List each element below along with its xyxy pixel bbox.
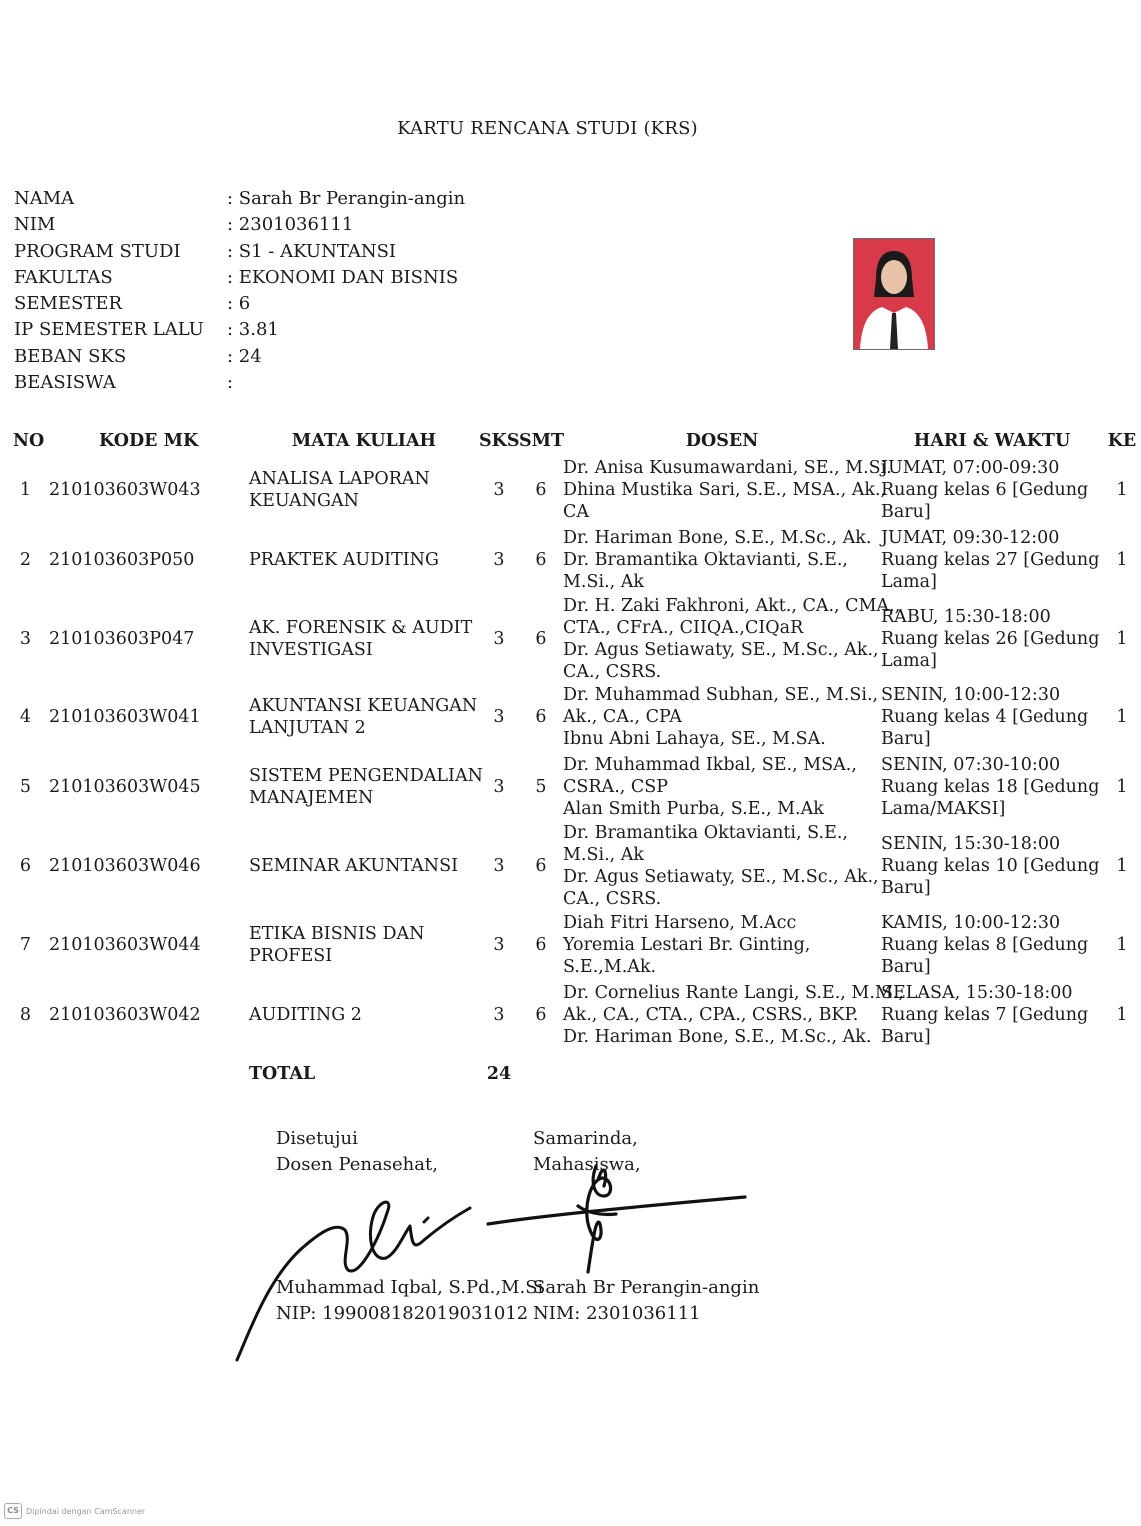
cell-hari-waktu: [881, 980, 1103, 1050]
cell-hari-waktu: [881, 910, 1103, 980]
cell-hari-waktu-line: Lama/MAKSI]: [881, 799, 1006, 820]
cell-sks: 3: [493, 549, 505, 570]
cell-dosen-line: Dr. Anisa Kusumawardani, SE., M.Si.: [563, 457, 892, 478]
header-smt: SMT: [519, 431, 565, 451]
cell-dosen-line: CA: [563, 501, 590, 522]
cell-kode: 210103603P050: [49, 549, 195, 570]
cell-sks: 3: [493, 856, 505, 877]
document-title: KARTU RENCANA STUDI (KRS): [397, 118, 698, 139]
total-row: [8, 1050, 1141, 1098]
cell-hari-waktu-line: Ruang kelas 26 [Gedung: [881, 628, 1100, 649]
cell-mata-kuliah-line: KEUANGAN: [249, 490, 359, 511]
cell-sks: 3: [493, 479, 505, 500]
cell-hari-waktu-line: JUMAT, 09:30-12:00: [881, 527, 1060, 548]
student-heading-line-2: Mahasiswa,: [533, 1154, 641, 1175]
cell-dosen-line: S.E.,M.Ak.: [563, 957, 657, 978]
cell-dosen-line: CA., CSRS.: [563, 661, 662, 682]
cell-hari-waktu: [881, 822, 1103, 910]
student-nim: NIM: 2301036111: [533, 1303, 701, 1324]
advisor-heading-line-2: Dosen Penasehat,: [276, 1154, 438, 1175]
cell-mata-kuliah: [249, 910, 479, 980]
cell-hari-waktu-line: Baru]: [881, 878, 931, 899]
cell-dosen-line: Yoremia Lestari Br. Ginting,: [563, 935, 811, 956]
advisor-nip: NIP: 199008182019031012: [276, 1303, 529, 1324]
info-row: [14, 212, 614, 238]
cell-hari-waktu-line: Ruang kelas 4 [Gedung: [881, 707, 1089, 728]
table-header-row: [8, 427, 1141, 455]
total-empty: [1103, 1050, 1141, 1098]
cell-ke: 1: [1116, 707, 1128, 728]
info-row: [14, 317, 614, 343]
cell-kode: 210103603W041: [49, 707, 201, 728]
info-label: IP SEMESTER LALU: [14, 319, 204, 341]
cell-dosen-line: Dr. Hariman Bone, S.E., M.Sc., Ak.: [563, 527, 872, 548]
cell-hari-waktu-line: Baru]: [881, 1026, 931, 1047]
header-no: NO: [13, 431, 45, 451]
cell-hari-waktu-line: SELASA, 15:30-18:00: [881, 982, 1073, 1003]
info-value: : 2301036111: [227, 214, 354, 236]
cell-dosen-line: CTA., CFrA., CIIQA.,CIQaR: [563, 617, 804, 638]
info-row: [14, 186, 614, 212]
cell-kode: 210103603W046: [49, 856, 201, 877]
info-value: : EKONOMI DAN BISNIS: [227, 266, 459, 288]
cell-mata-kuliah-line: AKUNTANSI KEUANGAN: [249, 696, 478, 717]
cell-mata-kuliah: [249, 525, 479, 595]
table-row: [8, 455, 1141, 525]
cell-smt: 6: [535, 549, 547, 570]
cell-hari-waktu-line: Lama]: [881, 650, 937, 671]
info-row: [14, 239, 614, 265]
cell-mata-kuliah: [249, 683, 479, 753]
cell-no: 3: [19, 628, 32, 649]
cell-sks: 3: [493, 777, 505, 798]
cell-dosen: [563, 595, 901, 683]
cell-dosen: [563, 455, 892, 525]
cell-dosen-line: Dr. H. Zaki Fakhroni, Akt., CA., CMA.,: [563, 595, 901, 616]
cell-mata-kuliah-line: ETIKA BISNIS DAN: [249, 924, 425, 945]
cell-mata-kuliah-line: PRAKTEK AUDITING: [249, 549, 439, 570]
advisor-heading-line-1: Disetujui: [276, 1128, 358, 1149]
info-value: : 3.81: [227, 319, 279, 341]
cell-hari-waktu-line: Baru]: [881, 501, 931, 522]
cell-dosen-line: Dr. Hariman Bone, S.E., M.Sc., Ak.: [563, 1026, 872, 1047]
cell-mata-kuliah-line: MANAJEMEN: [249, 788, 374, 809]
table-row: [8, 752, 1141, 822]
camscanner-watermark: [4, 1503, 145, 1519]
cell-hari-waktu: [881, 595, 1103, 683]
cell-hari-waktu-line: SENIN, 10:00-12:30: [881, 685, 1061, 706]
info-value: : Sarah Br Perangin-angin: [227, 188, 466, 209]
cell-smt: 6: [535, 856, 547, 877]
cell-sks: 3: [493, 628, 505, 649]
cell-ke: 1: [1116, 549, 1128, 570]
cell-smt: 6: [535, 707, 547, 728]
cell-dosen: [563, 910, 881, 980]
header-hari-waktu: HARI & WAKTU: [913, 431, 1071, 451]
info-label: NIM: [14, 214, 56, 236]
header-sks: SKS: [479, 431, 520, 451]
cell-ke: 1: [1116, 935, 1128, 956]
camscanner-text: Dipindai dengan CamScanner: [26, 1506, 146, 1516]
header-dosen: DOSEN: [685, 431, 759, 451]
cell-dosen-line: M.Si., Ak: [563, 571, 644, 592]
cell-dosen: [563, 525, 881, 595]
cell-kode: 210103603P047: [49, 628, 195, 649]
header-kode: KODE MK: [99, 431, 199, 451]
student-photo: [853, 238, 935, 350]
cell-mata-kuliah-line: INVESTIGASI: [249, 639, 373, 660]
info-row: [14, 344, 614, 370]
cell-mata-kuliah: [249, 822, 479, 910]
cell-dosen-line: Dr. Agus Setiawaty, SE., M.Sc., Ak.,: [563, 639, 879, 660]
advisor-heading: [276, 1126, 438, 1178]
table-row: [8, 525, 1141, 595]
cell-no: 2: [19, 549, 32, 570]
cell-dosen-line: Diah Fitri Harseno, M.Acc: [563, 913, 797, 934]
total-empty: [43, 1050, 249, 1098]
cell-ke: 1: [1116, 777, 1128, 798]
cell-dosen-line: Ak., CA., CPA: [563, 707, 682, 728]
cell-smt: 5: [535, 777, 547, 798]
cell-hari-waktu-line: Ruang kelas 27 [Gedung: [881, 549, 1100, 570]
cell-mata-kuliah-line: AK. FORENSIK & AUDIT: [249, 617, 473, 638]
cell-kode: 210103603W042: [49, 1004, 201, 1025]
cell-mata-kuliah-line: PROFESI: [249, 946, 333, 967]
info-label: BEASISWA: [14, 372, 116, 394]
cell-dosen-line: Dr. Muhammad Subhan, SE., M.Si.,: [563, 685, 879, 706]
cell-dosen-line: Dhina Mustika Sari, S.E., MSA., Ak.,: [563, 479, 887, 500]
cell-hari-waktu-line: KAMIS, 10:00-12:30: [881, 913, 1061, 934]
advisor-name: Muhammad Iqbal, S.Pd.,M.Si: [276, 1277, 544, 1298]
cell-dosen: [563, 980, 904, 1050]
cell-dosen-line: M.Si., Ak: [563, 845, 644, 866]
cell-no: 7: [19, 935, 32, 956]
cell-dosen-line: Alan Smith Purba, S.E., M.Ak: [563, 799, 824, 820]
cell-smt: 6: [535, 935, 547, 956]
cell-no: 1: [19, 479, 32, 500]
cell-ke: 1: [1116, 479, 1128, 500]
header-ke: KE: [1107, 431, 1137, 451]
cell-hari-waktu-line: Ruang kelas 18 [Gedung: [881, 777, 1100, 798]
cell-smt: 6: [535, 628, 547, 649]
cell-mata-kuliah: [249, 595, 479, 683]
info-value: : 24: [227, 345, 262, 367]
student-portrait: [854, 239, 934, 349]
cell-dosen-line: CSRA., CSP: [563, 777, 669, 798]
cell-hari-waktu-line: Ruang kelas 10 [Gedung: [881, 856, 1100, 877]
advisor-signature-tick: [424, 1218, 428, 1222]
cell-ke: 1: [1116, 856, 1128, 877]
cell-hari-waktu-line: SENIN, 07:30-10:00: [881, 755, 1061, 776]
cell-dosen-line: Ibnu Abni Lahaya, SE., M.SA.: [563, 729, 826, 750]
cell-hari-waktu: [881, 683, 1103, 753]
cell-kode: 210103603W044: [49, 935, 201, 956]
info-value: : S1 - AKUNTANSI: [227, 240, 397, 262]
cell-sks: 3: [493, 1004, 505, 1025]
cell-kode: 210103603W043: [49, 479, 201, 500]
cell-hari-waktu-line: Baru]: [881, 729, 931, 750]
cell-dosen: [563, 752, 881, 822]
table-row: [8, 822, 1141, 910]
camscanner-logo: CS: [4, 1503, 22, 1519]
cell-hari-waktu: [881, 752, 1103, 822]
cell-mata-kuliah-line: SEMINAR AKUNTANSI: [249, 856, 459, 877]
header-mata-kuliah: MATA KULIAH: [291, 431, 437, 451]
cell-mata-kuliah: [249, 752, 483, 822]
cell-mata-kuliah-line: AUDITING 2: [249, 1004, 362, 1025]
cell-hari-waktu: [881, 525, 1103, 595]
cell-hari-waktu-line: Lama]: [881, 571, 937, 592]
cell-hari-waktu-line: Ruang kelas 6 [Gedung: [881, 479, 1089, 500]
student-heading: [533, 1126, 641, 1178]
cell-no: 6: [19, 856, 32, 877]
student-signature: [488, 1166, 745, 1272]
cell-mata-kuliah-line: ANALISA LAPORAN: [249, 468, 430, 489]
info-label: SEMESTER: [14, 293, 123, 315]
total-empty: [8, 1050, 43, 1098]
cell-mata-kuliah-line: SISTEM PENGENDALIAN: [249, 766, 483, 787]
total-empty: [563, 1050, 881, 1098]
student-info: [14, 186, 614, 396]
cell-mata-kuliah: [249, 455, 479, 525]
cell-ke: 1: [1116, 1004, 1128, 1025]
cell-dosen-line: CA., CSRS.: [563, 889, 662, 910]
info-row: [14, 265, 614, 291]
info-label: NAMA: [14, 188, 75, 209]
info-label: PROGRAM STUDI: [14, 240, 181, 262]
cell-hari-waktu-line: Baru]: [881, 957, 931, 978]
cell-dosen-line: Dr. Bramantika Oktavianti, S.E.,: [563, 549, 848, 570]
cell-hari-waktu: [881, 455, 1103, 525]
info-value: : 6: [227, 293, 251, 315]
table-row: [8, 683, 1141, 753]
cell-dosen-line: Dr. Muhammad Ikbal, SE., MSA.,: [563, 755, 857, 776]
cell-dosen-line: Ak., CA., CTA., CPA., CSRS., BKP.: [563, 1004, 859, 1025]
cell-sks: 3: [493, 707, 505, 728]
cell-no: 4: [19, 707, 32, 728]
table-row: [8, 595, 1141, 683]
cell-dosen: [563, 822, 881, 910]
cell-dosen-line: Dr. Bramantika Oktavianti, S.E.,: [563, 823, 848, 844]
info-row: [14, 370, 614, 396]
cell-kode: 210103603W045: [49, 777, 201, 798]
total-empty: [519, 1050, 563, 1098]
cell-hari-waktu-line: Ruang kelas 8 [Gedung: [881, 935, 1089, 956]
cell-hari-waktu-line: Ruang kelas 7 [Gedung: [881, 1004, 1089, 1025]
cell-hari-waktu-line: SENIN, 15:30-18:00: [881, 834, 1061, 855]
info-row: [14, 291, 614, 317]
cell-smt: 6: [535, 1004, 547, 1025]
total-empty: [881, 1050, 1103, 1098]
student-heading-line-1: Samarinda,: [533, 1128, 638, 1149]
cell-ke: 1: [1116, 628, 1128, 649]
student-signatory: [533, 1275, 759, 1327]
cell-sks: 3: [493, 935, 505, 956]
krs-table: [8, 427, 1141, 1098]
info-label: BEBAN SKS: [14, 345, 127, 367]
cell-smt: 6: [535, 479, 547, 500]
advisor-signatory: [276, 1275, 543, 1327]
table-row: [8, 910, 1141, 980]
cell-mata-kuliah: [249, 980, 479, 1050]
cell-dosen-line: Dr. Agus Setiawaty, SE., M.Sc., Ak.,: [563, 867, 879, 888]
table-row: [8, 980, 1141, 1050]
cell-dosen: [563, 683, 881, 753]
total-label: TOTAL: [249, 1063, 316, 1084]
cell-mata-kuliah-line: LANJUTAN 2: [249, 718, 366, 739]
cell-hari-waktu-line: JUMAT, 07:00-09:30: [881, 457, 1060, 478]
cell-hari-waktu-line: RABU, 15:30-18:00: [881, 606, 1051, 627]
cell-dosen-line: Dr. Cornelius Rante Langi, S.E., M.M.,: [563, 982, 904, 1003]
info-value: :: [227, 372, 234, 394]
cell-no: 8: [19, 1004, 32, 1025]
info-label: FAKULTAS: [14, 266, 113, 288]
student-name: Sarah Br Perangin-angin: [533, 1277, 760, 1298]
total-sks: 24: [486, 1063, 512, 1084]
cell-no: 5: [19, 777, 32, 798]
